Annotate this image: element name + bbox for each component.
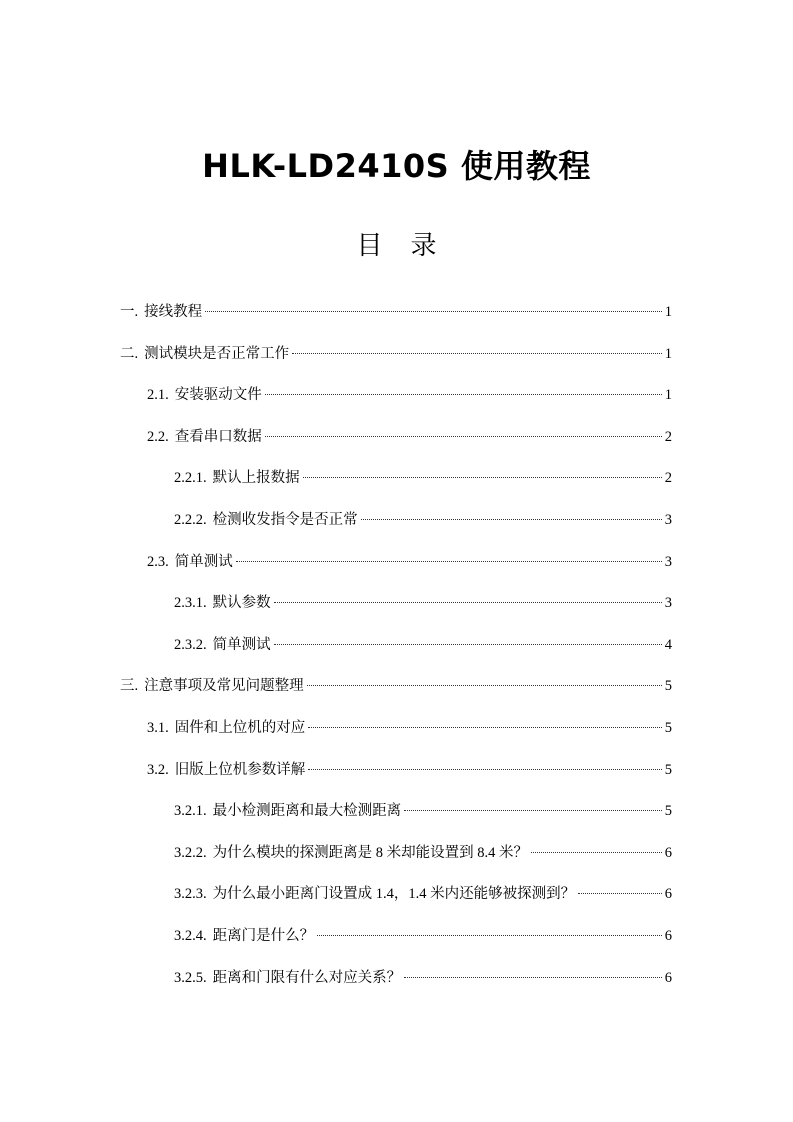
toc-entry-title: 默认参数 bbox=[212, 595, 271, 612]
toc-dot-leader bbox=[307, 684, 662, 686]
toc-entry[interactable] bbox=[120, 301, 672, 323]
toc-entry[interactable] bbox=[174, 883, 672, 905]
toc-entry-page-number: 2 bbox=[664, 428, 672, 445]
toc-entry[interactable] bbox=[174, 467, 672, 489]
toc-entry-page-number: 6 bbox=[664, 969, 672, 986]
toc-dot-leader bbox=[205, 310, 662, 312]
toc-dot-leader bbox=[361, 518, 662, 520]
toc-entry-number: 3.2.3. bbox=[174, 886, 207, 903]
toc-entry-number: 3.2.5. bbox=[174, 969, 207, 986]
toc-entry[interactable] bbox=[120, 675, 672, 697]
toc-entry[interactable] bbox=[147, 759, 672, 781]
toc-entry-page-number: 5 bbox=[664, 761, 672, 778]
toc-entry-number: 3.2.1. bbox=[174, 803, 207, 820]
toc-entry[interactable] bbox=[174, 592, 672, 614]
toc-entry[interactable] bbox=[147, 717, 672, 739]
toc-dot-leader bbox=[274, 601, 662, 603]
toc-entry-title: 距离和门限有什么对应关系？ bbox=[212, 969, 402, 986]
toc-entry-page-number: 5 bbox=[664, 678, 672, 695]
toc-entry-number: 2.3. bbox=[147, 553, 169, 570]
toc-entry-title: 测试模块是否正常工作 bbox=[144, 345, 290, 362]
toc-entry-page-number: 4 bbox=[664, 636, 672, 653]
toc-entry-page-number: 6 bbox=[664, 844, 672, 861]
toc-entry-title: 查看串口数据 bbox=[174, 428, 262, 445]
toc-entry-title: 旧版上位机参数详解 bbox=[174, 761, 306, 778]
toc-entry-number: 2.3.2. bbox=[174, 636, 207, 653]
toc-entry-page-number: 1 bbox=[664, 304, 672, 320]
toc-dot-leader bbox=[308, 768, 662, 770]
toc-dot-leader bbox=[265, 393, 662, 395]
toc-dot-leader bbox=[308, 726, 662, 728]
toc-entry-number: 3.1. bbox=[147, 720, 169, 736]
toc-entry-title: 简单测试 bbox=[212, 636, 271, 653]
toc-entry-page-number: 3 bbox=[664, 512, 672, 528]
toc-entry-number: 2.3.1. bbox=[174, 595, 207, 612]
toc-entry-page-number: 6 bbox=[664, 886, 672, 903]
toc-entry-title: 简单测试 bbox=[174, 553, 233, 570]
toc-entry-page-number: 6 bbox=[664, 928, 672, 944]
document-title: HLK-LD2410S 使用教程 bbox=[202, 147, 591, 185]
toc-entry-number: 2.1. bbox=[147, 387, 169, 404]
toc-entry-page-number: 5 bbox=[664, 803, 672, 820]
toc-entry[interactable] bbox=[174, 967, 672, 989]
toc-heading: 目录 bbox=[356, 231, 465, 261]
toc-entry-title: 固件和上位机的对应 bbox=[174, 720, 306, 736]
toc-entry-number: 二. bbox=[120, 345, 139, 362]
toc-dot-leader bbox=[292, 352, 662, 354]
toc-entry-number: 2.2.1. bbox=[174, 470, 207, 487]
toc-entry[interactable] bbox=[174, 925, 672, 947]
toc-entry-title: 默认上报数据 bbox=[212, 470, 300, 487]
toc-dot-leader bbox=[274, 643, 662, 645]
toc-dot-leader bbox=[317, 934, 662, 936]
toc-entry-number: 一. bbox=[120, 304, 139, 320]
toc-dot-leader bbox=[265, 435, 662, 437]
toc-entry-number: 3.2.4. bbox=[174, 928, 207, 944]
toc-entry-page-number: 3 bbox=[664, 595, 672, 612]
toc-entry-number: 3.2.2. bbox=[174, 844, 207, 861]
toc-entry-number: 2.2. bbox=[147, 428, 169, 445]
toc-entry[interactable] bbox=[120, 343, 672, 365]
toc-entry[interactable] bbox=[174, 634, 672, 656]
toc-entry-page-number: 5 bbox=[664, 720, 672, 736]
toc-entry-title: 为什么最小距离门设置成 1.4，1.4 米内还能够被探测到？ bbox=[212, 886, 576, 903]
toc-entry-page-number: 3 bbox=[664, 553, 672, 570]
toc-entry[interactable] bbox=[174, 509, 672, 531]
toc-dot-leader bbox=[404, 809, 662, 811]
toc-entry-title: 安装驱动文件 bbox=[174, 387, 262, 404]
toc-entry-page-number: 1 bbox=[664, 345, 672, 362]
toc-dot-leader bbox=[236, 560, 662, 562]
toc-entry-title: 接线教程 bbox=[144, 304, 203, 320]
toc-entry-number: 3.2. bbox=[147, 761, 169, 778]
toc-entry[interactable] bbox=[147, 426, 672, 448]
toc-dot-leader bbox=[531, 851, 662, 853]
toc-entry[interactable] bbox=[174, 800, 672, 822]
toc-entry-title: 检测收发指令是否正常 bbox=[212, 512, 358, 528]
toc-entry-page-number: 1 bbox=[664, 387, 672, 404]
toc-entry-title: 距离门是什么？ bbox=[212, 928, 315, 944]
toc-entry[interactable] bbox=[147, 384, 672, 406]
toc-dot-leader bbox=[303, 476, 662, 478]
toc-entry-number: 三. bbox=[120, 678, 139, 695]
toc-entry-page-number: 2 bbox=[664, 470, 672, 487]
toc-dot-leader bbox=[578, 892, 662, 894]
toc-entry-title: 注意事项及常见问题整理 bbox=[144, 678, 304, 695]
toc-entry-title: 最小检测距离和最大检测距离 bbox=[212, 803, 402, 820]
toc-dot-leader bbox=[404, 976, 662, 978]
toc-entry-title: 为什么模块的探测距离是 8 米却能设置到 8.4 米？ bbox=[212, 844, 528, 861]
toc-entry[interactable] bbox=[174, 842, 672, 864]
toc-entry-number: 2.2.2. bbox=[174, 512, 207, 528]
toc-entry[interactable] bbox=[147, 551, 672, 573]
